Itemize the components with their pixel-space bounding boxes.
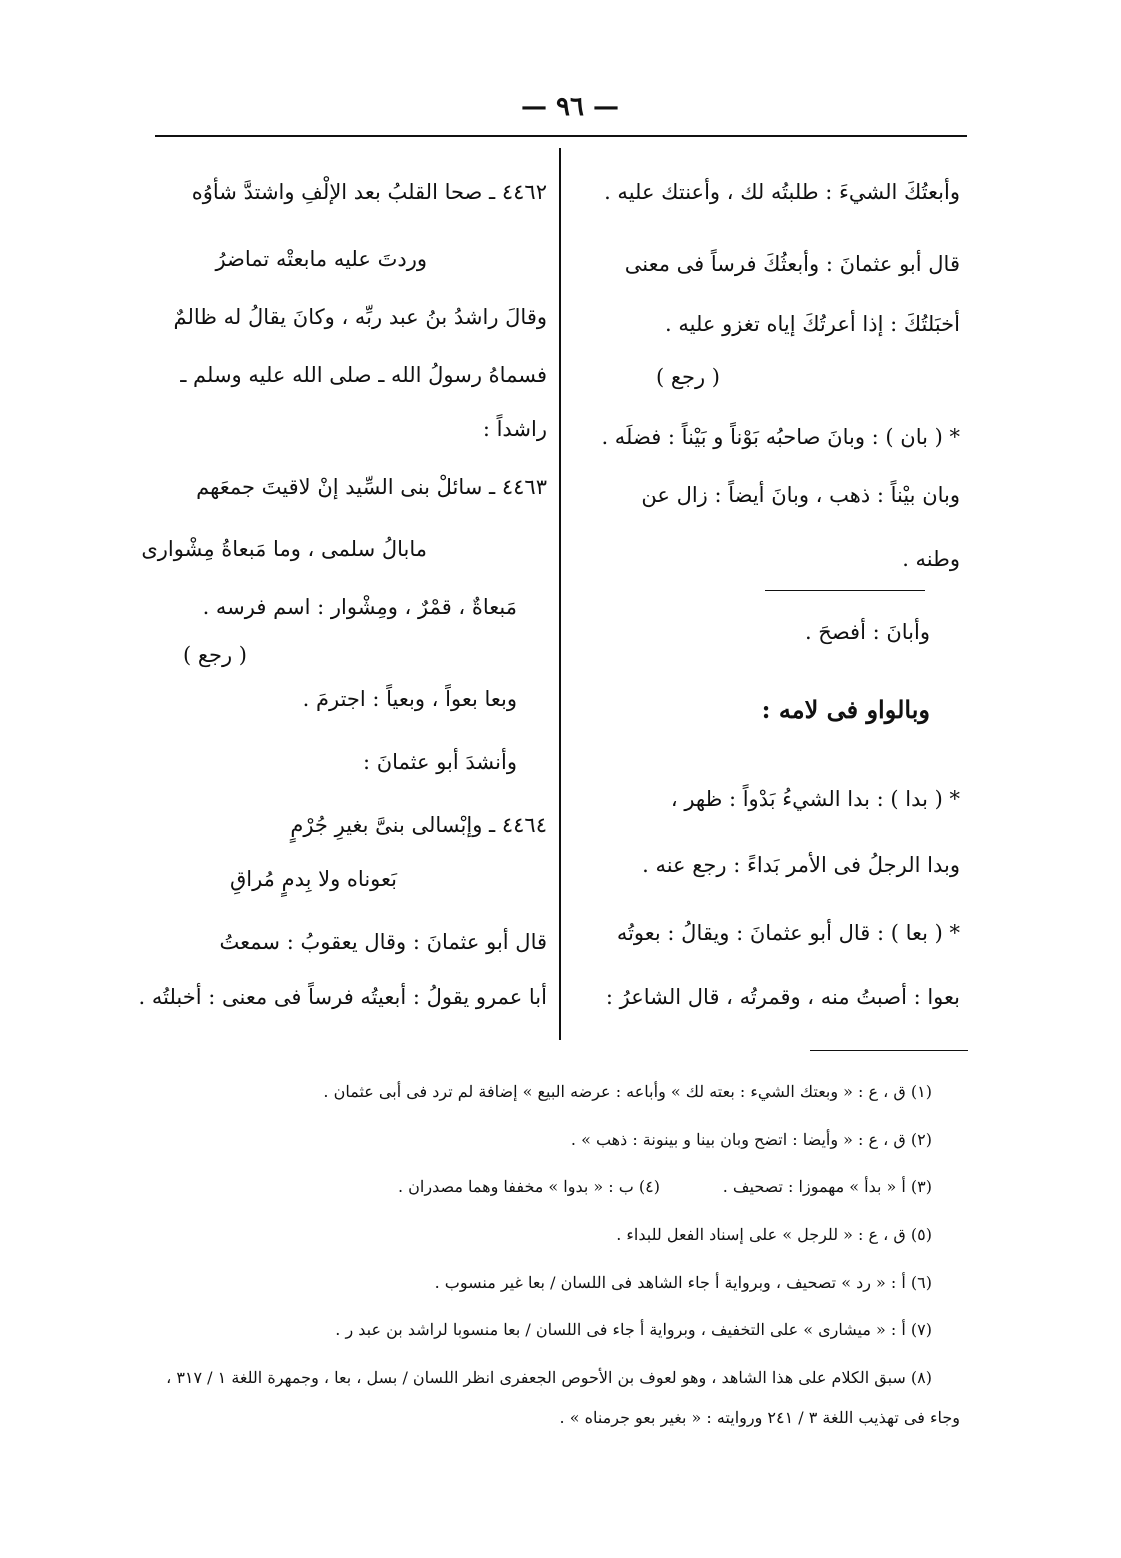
text-line: وأبعتُكَ الشيءَ : طلبتُه لك ، وأعنتك عليه . [604, 180, 960, 204]
text-line: وقالَ راشدُ بنُ عبد ربِّه ، وكانَ يقالُ له ظالمٌ [173, 305, 547, 329]
text-line: مَبعاةٌ ، قمْرٌ ، ومِشْوار : اسم فرسه . [202, 595, 517, 619]
text-line: وأنشدَ أبو عثمانَ : [362, 750, 517, 774]
text-line: ( رجع ) [655, 365, 720, 389]
footnote: (٦) أ : « رد » تصحيف ، وبرواية أ جاء الشاهد فى اللسان / بعا غير منسوب . [434, 1273, 932, 1292]
text-line: أخبَلتُكَ : إذا أعرتُكَ إياه تغزو عليه . [665, 312, 960, 336]
heading-rule [765, 590, 925, 591]
footnote: (٤) ب : « بدوا » مخففا وهما مصدران . [397, 1177, 660, 1196]
text-line: بعوا : أصبتُ منه ، وقمرتُه ، قال الشاعرُ : [605, 985, 960, 1009]
verse-line: وردتَ عليه مابعتْه تماضرُ [215, 247, 427, 271]
entry-bana: * ( بان ) : وبانَ صاحبُه بَوْناً و بَيْناً : فضلَه . [601, 425, 960, 449]
text-line: قال أبو عثمانَ : وقال يعقوبُ : سمعتُ [219, 930, 547, 954]
verse-4463: ٤٤٦٣ ـ سائلْ بنى السِّيد إنْ لاقيتَ جمعَهم [196, 475, 547, 499]
page-number: — ٩٦ — [520, 92, 620, 122]
text-line: أبا عمرو يقولُ : أبعيتُه فرساً فى معنى : أخبلتُه . [138, 985, 547, 1009]
text-line: وطنه . [902, 547, 960, 571]
footnote: (٨) سبق الكلام على هذا الشاهد ، وهو لعوف بن الأحوص الجعفرى انظر اللسان / بسل ، بعا ، وجمهرة اللغة ١ / ٣١٧ ، [166, 1368, 932, 1387]
footnote: (٣) أ « بدأ » مهموزا : تصحيف . [722, 1177, 932, 1196]
text-line: وبان بيْناً : ذهب ، وبانَ أيضاً : زال عن [641, 483, 960, 507]
text-line: فسماهُ رسولُ الله ـ صلى الله عليه وسلم ـ [180, 363, 547, 387]
verse-4462: ٤٤٦٢ ـ صحا القلبُ بعد الإلْفِ واشتدَّ شأوُه [191, 180, 547, 204]
text-line: راشداً : [482, 417, 547, 441]
footnote-continuation: وجاء فى تهذيب اللغة ٣ / ٢٤١ وروايته : « بغير بعو جرمناه » . [559, 1408, 960, 1427]
verse-line: بَعوناه ولا بِدمٍ مُراقِ [229, 867, 397, 891]
footnote: (٧) أ : « ميشارى » على التخفيف ، وبرواية أ جاء فى اللسان / بعا منسوبا لراشد بن عبد ر . [335, 1320, 932, 1339]
footnote: (٥) ق ، ع : « للرجل » على إسناد الفعل للبداء . [616, 1225, 932, 1244]
section-heading: وبالواو فى لامه : [761, 695, 930, 724]
text-line: وبدا الرجلُ فى الأمر بَداءً : رجع عنه . [642, 853, 960, 877]
text-line: وبعا بعواً ، وبعياً : اجترمَ . [302, 687, 517, 711]
text-line: وأبانَ : أفصحَ . [804, 620, 930, 644]
entry-baa: * ( بعا ) : قال أبو عثمانَ : ويقالُ : بعوتُه [616, 921, 960, 945]
text-line: قال أبو عثمانَ : وأبعثُكَ فرساً فى معنى [624, 252, 960, 276]
verse-4464: ٤٤٦٤ ـ وإبْسالى بنىَّ بغيرِ جُرْمٍ [290, 813, 547, 837]
verse-line: مابالُ سلمى ، وما مَبعاةُ مِشْوارى [141, 537, 427, 561]
footnote: (١) ق ، ع : « وبعتك الشيء : بعته لك » وأباعه : عرضه البيع » إضافة لم ترد فى أبى عثمان . [323, 1082, 932, 1101]
footnote: (٢) ق ، ع : « وأيضا : اتضح وبان بينا و بينونة : ذهب » . [570, 1130, 932, 1149]
header-rule [155, 135, 967, 137]
footnotes-rule [810, 1050, 968, 1051]
text-line: ( رجع ) [182, 643, 247, 667]
column-divider [559, 148, 561, 1040]
entry-bada: * ( بدا ) : بدا الشيءُ بَدْواً : ظهر ، [670, 787, 960, 811]
